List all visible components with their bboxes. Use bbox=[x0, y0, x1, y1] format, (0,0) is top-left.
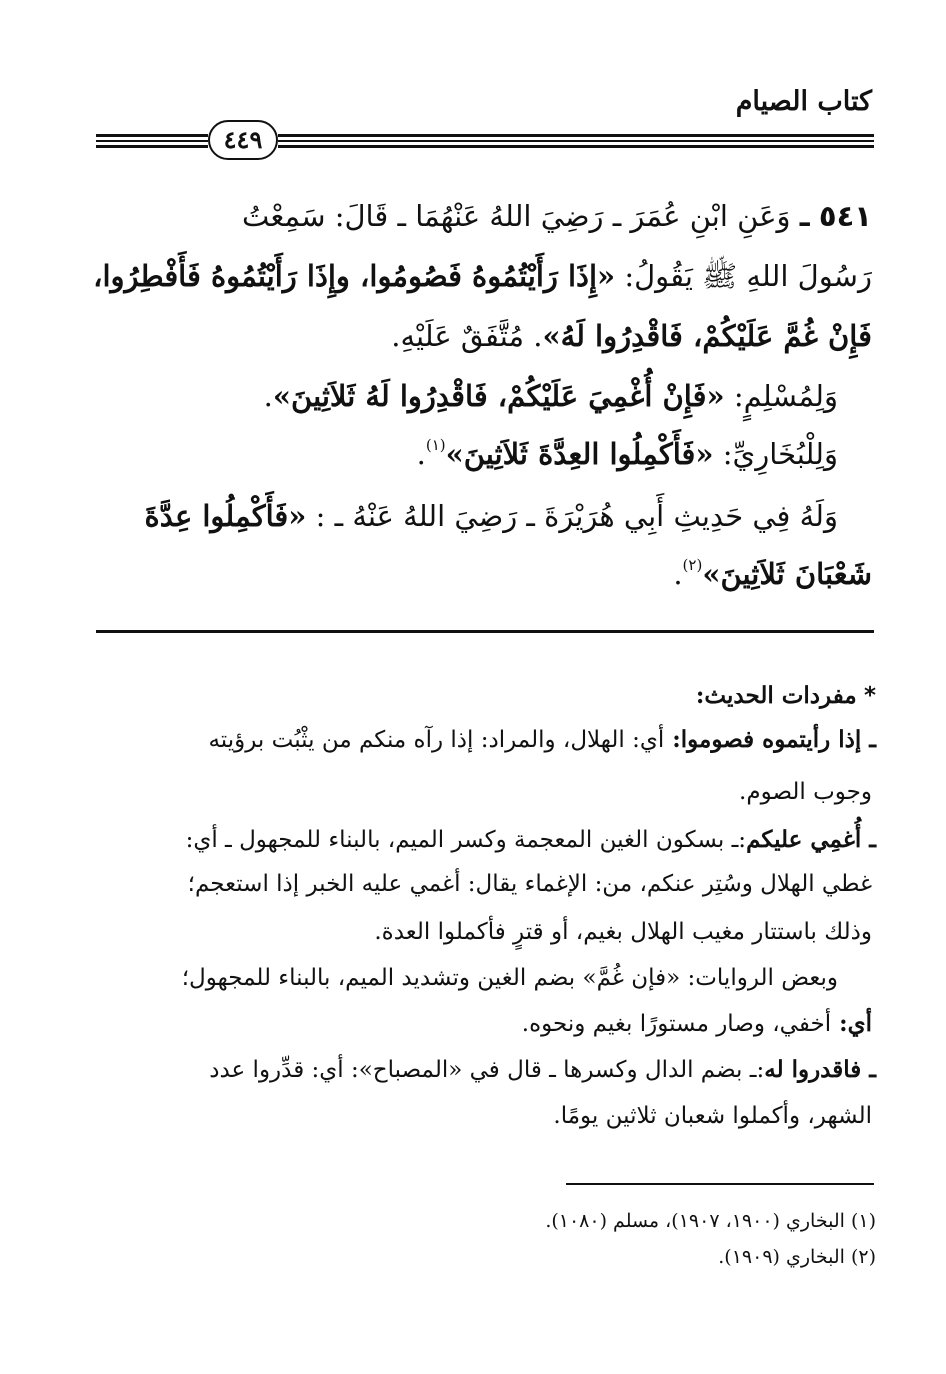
bukhari-quote: «فَأَكْمِلُوا العِدَّةَ ثَلاَثِينَ» bbox=[445, 437, 714, 471]
hadith-line-2-intro: رَسُولَ اللهِ ﷺ يَقُولُ: bbox=[615, 259, 872, 293]
vocab-term-4: ـ فاقدروا له bbox=[764, 1056, 876, 1083]
vocab-text-4: :ـ بضم الدال وكسرها ـ قال في «المصباح»: أي: قدِّروا عدد bbox=[209, 1057, 765, 1083]
muslim-quote: «فَإِنْ أُغْمِيَ عَلَيْكُمْ، فَاقْدِرُوا لَهُ ثَلاَثِينَ» bbox=[272, 379, 725, 413]
vocab-term-2: ـ أُغمِي عليكم bbox=[746, 826, 876, 853]
vocab-term-1: ـ إذا رأيتموه فصوموا: bbox=[664, 726, 876, 753]
vocab-heading-text: مفردات الحديث: bbox=[695, 682, 857, 709]
period: . bbox=[263, 379, 273, 413]
footnote-2 bbox=[718, 1240, 876, 1274]
muslim-label: وَلِمُسْلِمٍ: bbox=[724, 379, 838, 413]
vocab-entry-2-cont-1: غطي الهلال وسُتِر عنكم، من: الإغماء يقال: أغمي عليه الخبر إذا استعجم؛ bbox=[187, 871, 872, 897]
vocab-term-3: أي: bbox=[831, 1010, 872, 1037]
footnote-text: البخاري (١٩٠٠، ١٩٠٧)، مسلم (١٠٨٠). bbox=[545, 1210, 845, 1232]
footnote-1 bbox=[545, 1204, 876, 1238]
vocab-entry-1 bbox=[208, 718, 876, 762]
header-rule-left bbox=[96, 134, 208, 148]
footnote-ref-2: (٢) bbox=[682, 556, 703, 574]
vocab-entry-4-cont: الشهر، وأكملوا شعبان ثلاثين يومًا. bbox=[553, 1103, 872, 1129]
vocab-entry-4 bbox=[209, 1048, 876, 1092]
hadith-number: ٥٤١ bbox=[818, 199, 872, 233]
footnote-number: (١) bbox=[850, 1210, 876, 1232]
abu-hurayra-quote-end: شَعْبَانَ ثَلاَثِينَ» bbox=[702, 557, 872, 591]
hadith-line-4 bbox=[264, 370, 838, 422]
star-icon: * bbox=[863, 683, 876, 709]
vocab-entry-2-cont-2: وذلك باستتار مغيب الهلال بغيم، أو قترٍ فأكملوا العدة. bbox=[374, 919, 872, 945]
vocab-heading bbox=[696, 674, 876, 718]
hadith-line-2 bbox=[93, 250, 872, 302]
footnote-number: (٢) bbox=[850, 1246, 876, 1268]
period: . bbox=[416, 437, 426, 471]
section-divider bbox=[96, 630, 874, 633]
vocab-entry-1-cont: وجوب الصوم. bbox=[739, 779, 872, 805]
footnote-ref-1: (١) bbox=[425, 436, 446, 454]
vocab-text-1: أي: الهلال، والمراد: إذا رآه منكم من يثْبُت برؤيته bbox=[208, 727, 665, 753]
hadith-attribution: . مُتَّفَقٌ عَلَيْهِ. bbox=[391, 319, 543, 353]
hadith-quote-1: «إِذَا رَأَيْتُمُوهُ فَصُومُوا، وإِذَا رَأَيْتُمُوهُ فَأَفْطِرُوا، bbox=[93, 259, 616, 293]
hadith-line-6 bbox=[145, 490, 838, 542]
hadith-quote-1-end: فَإِنْ غُمَّ عَلَيْكُمْ، فَاقْدِرُوا لَهُ» bbox=[542, 319, 872, 353]
page-number-badge: ٤٤٩ bbox=[208, 120, 278, 160]
running-header-title: كتاب الصيام bbox=[735, 86, 872, 117]
period: . bbox=[673, 557, 683, 591]
abu-hurayra-intro: وَلَهُ فِي حَدِيثِ أَبِي هُرَيْرَةَ ـ رَضِيَ اللهُ عَنْهُ ـ : bbox=[306, 499, 838, 533]
hadith-line-1 bbox=[242, 190, 872, 242]
bukhari-label: وَلِلْبُخَارِيِّ: bbox=[713, 437, 838, 471]
header-rule-right bbox=[278, 134, 874, 148]
vocab-text-3: أخفي، وصار مستورًا بغيم ونحوه. bbox=[521, 1011, 832, 1037]
hadith-line-5 bbox=[417, 428, 838, 480]
hadith-dash: ـ bbox=[799, 199, 810, 233]
vocab-entry-3: وبعض الروايات: «فإن غُمَّ» بضم الغين وتشديد الميم، بالبناء للمجهول؛ bbox=[181, 965, 838, 991]
vocab-text-2: :ـ بسكون الغين المعجمة وكسر الميم، بالبناء للمجهول ـ أي: bbox=[185, 827, 747, 853]
hadith-line-1-text: وَعَنِ ابْنِ عُمَرَ ـ رَضِيَ اللهُ عَنْهُمَا ـ قَالَ: سَمِعْتُ bbox=[241, 199, 791, 233]
abu-hurayra-quote: «فَأَكْمِلُوا عِدَّةَ bbox=[144, 499, 307, 533]
footnote-rule bbox=[566, 1183, 874, 1185]
vocab-entry-2 bbox=[186, 818, 876, 862]
hadith-line-7 bbox=[673, 548, 872, 600]
hadith-line-3 bbox=[391, 310, 872, 362]
footnote-text: البخاري (١٩٠٩). bbox=[718, 1246, 845, 1268]
vocab-entry-3-cont bbox=[522, 1002, 872, 1046]
